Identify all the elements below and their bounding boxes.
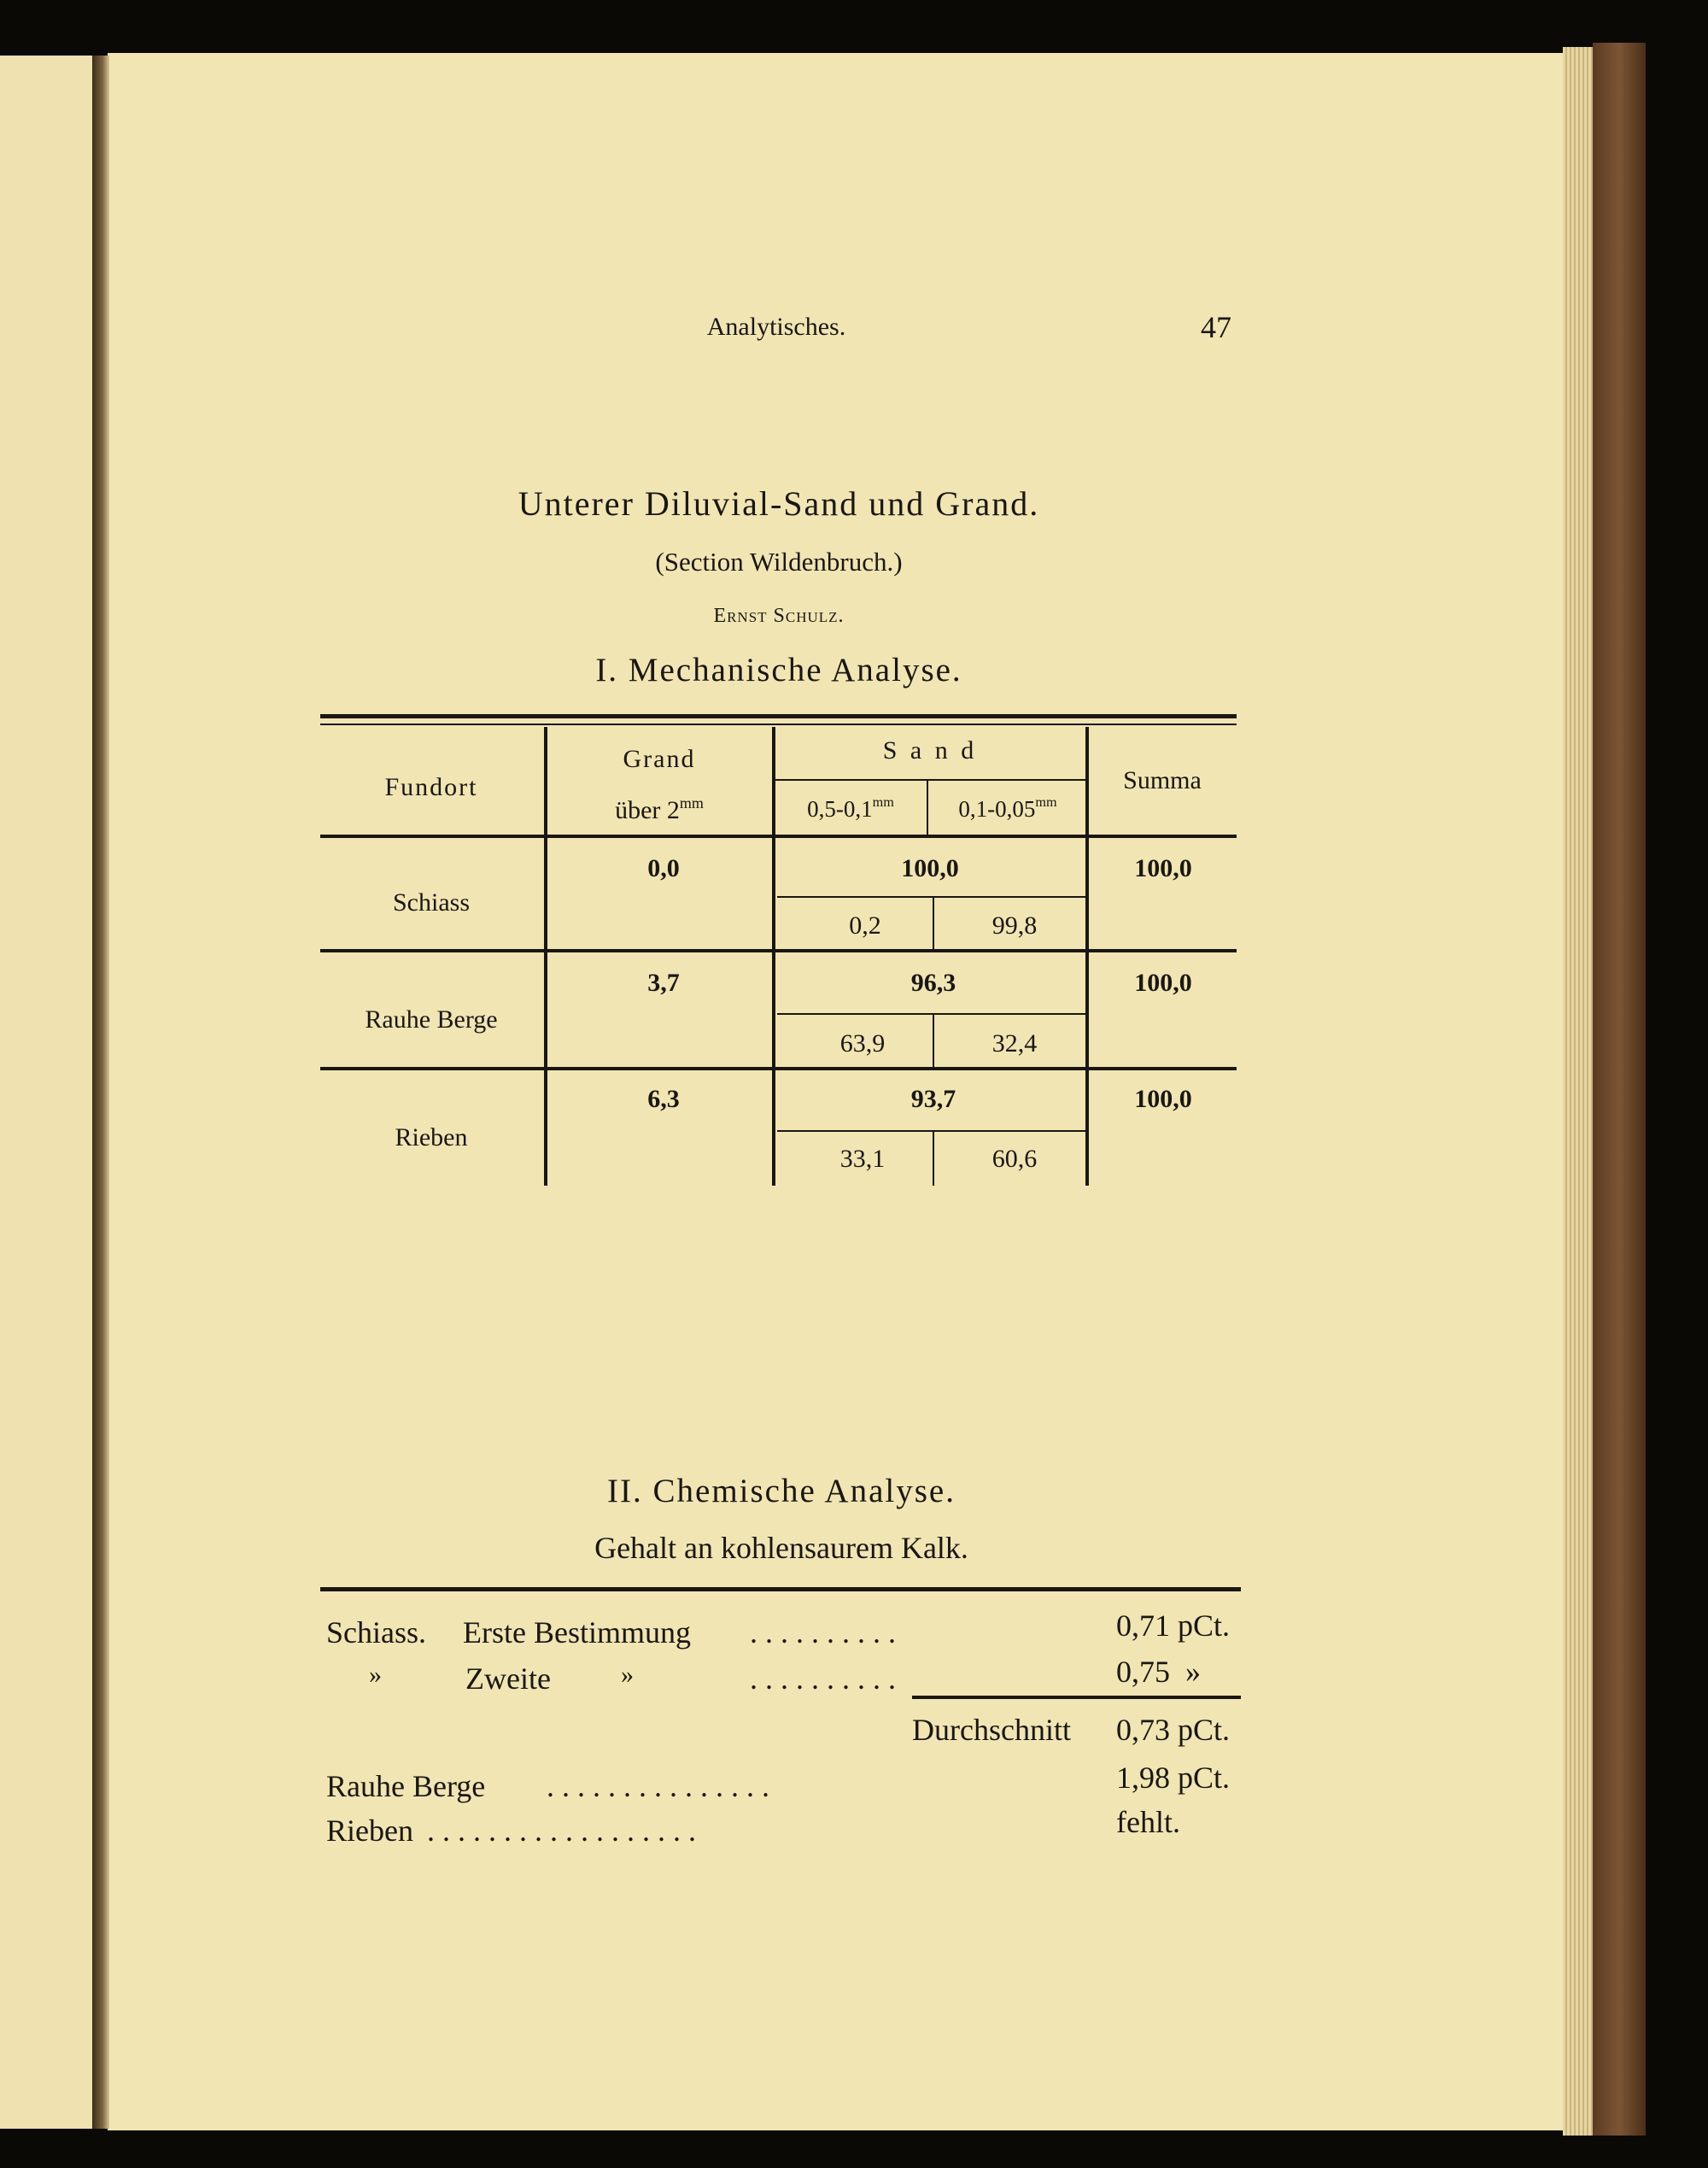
cell-sand-total: 96,3 <box>910 969 956 997</box>
dot-leader: . . . . . . . . . . . . . . . <box>547 1769 769 1803</box>
sand-split-divider <box>933 898 934 949</box>
cell-sand-total: 100,0 <box>901 854 959 882</box>
column-divider <box>1085 727 1089 1186</box>
facing-page-edge <box>0 56 96 2129</box>
cell-sand-b: 99,8 <box>991 911 1038 940</box>
sand-subheader-rule <box>775 779 1085 781</box>
page-stack-edge <box>1563 47 1597 2136</box>
place-label: Schiass. <box>326 1615 426 1649</box>
cell-sand-total: 93,7 <box>910 1085 956 1113</box>
value: 0,73 pCt. <box>1116 1713 1231 1747</box>
header-sand-fraction-1 <box>807 796 894 823</box>
ditto-mark: » <box>621 1661 634 1689</box>
sand-split-divider <box>933 1132 934 1186</box>
cell-sand-b: 60,6 <box>991 1145 1038 1173</box>
sand-split-rule <box>777 1013 1085 1015</box>
section2-rule <box>320 1587 1241 1591</box>
header-rule <box>320 835 1237 838</box>
cell-summa: 100,0 <box>1134 969 1192 997</box>
page-number: 47 <box>1201 310 1231 344</box>
value: 0,75 » <box>1116 1655 1201 1689</box>
cell-fundort: Schiass <box>393 888 470 917</box>
sum-rule <box>912 1696 1241 1699</box>
cell-fundort: Rieben <box>395 1123 468 1151</box>
measurement-label: Zweite <box>465 1661 551 1696</box>
fraction-value: 0,1-0,05 <box>958 796 1036 822</box>
dot-leader: . . . . . . . . . . . . . . . . . . <box>427 1814 696 1848</box>
cell-sand-a: 33,1 <box>839 1145 886 1173</box>
cell-summa: 100,0 <box>1134 854 1192 882</box>
cell-grand: 3,7 <box>647 969 680 997</box>
place-label: Rauhe Berge <box>326 1769 486 1803</box>
column-divider <box>772 727 775 1186</box>
value: 0,71 pCt. <box>1116 1608 1231 1643</box>
unit: mm <box>872 794 894 810</box>
sand-split-rule <box>777 896 1085 898</box>
average-label: Durchschnitt <box>912 1713 1071 1747</box>
cell-sand-a: 63,9 <box>839 1029 886 1058</box>
header-fundort: Fundort <box>384 773 478 801</box>
section-subheading: Gehalt an kohlensaurem Kalk. <box>594 1531 968 1565</box>
unit: mm <box>1035 794 1057 810</box>
row-divider <box>320 1067 1237 1070</box>
book-gutter <box>92 56 109 2129</box>
header-grand: Grand <box>623 745 696 773</box>
section-heading-chemical: II. Chemische Analyse. <box>607 1473 956 1509</box>
table-top-rule <box>320 714 1237 718</box>
cell-summa: 100,0 <box>1134 1085 1192 1113</box>
column-divider <box>544 727 547 1186</box>
measurement-label: Erste Bestimmung <box>463 1615 691 1649</box>
section-heading-mechanical: I. Mechanische Analyse. <box>595 652 962 688</box>
running-title: Analytisches. <box>706 313 846 341</box>
sand-split-divider <box>933 1015 934 1067</box>
place-label: Rieben <box>326 1814 413 1848</box>
sand-subdivider <box>927 781 928 835</box>
row-divider <box>320 949 1237 952</box>
header-sand: S a n d <box>882 736 978 765</box>
table-top-rule-thin <box>320 724 1237 725</box>
unit: mm <box>679 794 704 812</box>
cell-grand: 6,3 <box>647 1085 680 1113</box>
page-title: Unterer Diluvial-Sand und Grand. <box>518 484 1040 523</box>
cell-fundort: Rauhe Berge <box>365 1005 498 1034</box>
author: Ernst Schulz. <box>713 605 845 627</box>
subtitle: (Section Wildenbruch.) <box>655 547 903 577</box>
grand-size-value: über 2 <box>615 796 680 824</box>
dot-leader: . . . . . . . . . . <box>750 1661 896 1696</box>
fraction-value: 0,5-0,1 <box>807 796 873 822</box>
dot-leader: . . . . . . . . . . <box>750 1615 896 1649</box>
book-cover-edge <box>1593 43 1646 2136</box>
header-grand-size <box>615 796 704 825</box>
value: 1,98 pCt. <box>1116 1761 1231 1795</box>
header-sand-fraction-2 <box>958 796 1056 823</box>
sand-split-rule <box>777 1130 1085 1132</box>
cell-sand-b: 32,4 <box>991 1029 1038 1058</box>
cell-sand-a: 0,2 <box>849 911 881 940</box>
cell-grand: 0,0 <box>647 854 680 882</box>
value: fehlt. <box>1116 1805 1180 1839</box>
ditto-mark: » <box>369 1661 382 1689</box>
header-summa: Summa <box>1123 766 1202 794</box>
